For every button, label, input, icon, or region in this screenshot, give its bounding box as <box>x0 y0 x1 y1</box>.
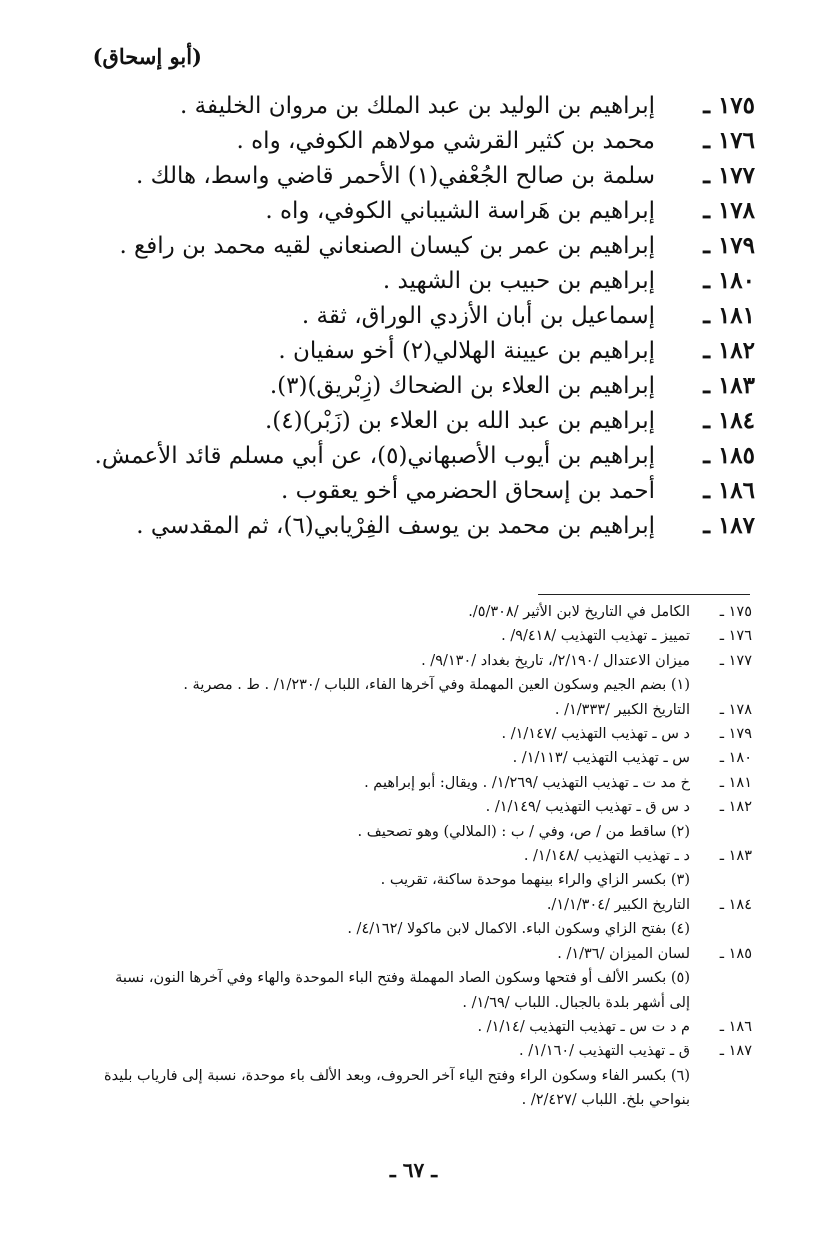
entry-177 <box>115 158 755 193</box>
entry-178 <box>115 193 755 228</box>
footnote-179 <box>102 722 752 746</box>
entry-text: إبراهيم بن عيينة الهلالي(٢) أخو سفيان . <box>278 338 655 364</box>
entry-184 <box>115 403 755 438</box>
footnote-number: ١٨٧ ـ <box>719 1043 752 1060</box>
footnote-187 <box>102 1039 752 1063</box>
entry-183 <box>115 368 755 403</box>
footnote-text: الكامل في التاريخ لابن الأثير /٥/٣٠٨/. <box>468 604 690 620</box>
footnote-text: (٦) بكسر الفاء وسكون الراء وفتح الياء آخر الحروف، وبعد الألف باء موحدة، نسبة إلى فارياب بليدة بنواحي بلخ. اللباب /٢/٤٢٧/ . <box>104 1067 690 1109</box>
page-number: ـ ٦٧ ـ <box>389 1158 438 1182</box>
footnote-text: (٣) بكسر الزاي والراء بينهما موحدة ساكنة، تقريب . <box>380 872 690 889</box>
entry-175 <box>115 88 755 123</box>
footnote-text: لسان الميزان /١/٣٦/ . <box>557 945 690 962</box>
footnote-list <box>102 600 752 1113</box>
entry-179 <box>115 228 755 263</box>
footnote-number: ١٨٠ ـ <box>719 750 752 767</box>
running-header: (أبو إسحاق) <box>92 44 202 69</box>
footnote-note-5 <box>102 966 752 1015</box>
footnote-text: د س ـ تهذيب التهذيب /١/١٤٧/ . <box>501 726 690 743</box>
footnote-text: خ مد ت ـ تهذيب التهذيب /١/٢٦٩/ . ويقال: أبو إبراهيم . <box>364 774 690 791</box>
entry-text: إسماعيل بن أبان الأزدي الوراق، ثقة . <box>301 303 655 329</box>
entry-text: سلمة بن صالح الجُعْفي(١) الأحمر قاضي واسط، هالك . <box>135 163 655 189</box>
footnote-number: ١٨٦ ـ <box>719 1018 752 1035</box>
entry-182 <box>115 333 755 368</box>
entry-181 <box>115 298 755 333</box>
entry-185 <box>94 438 755 473</box>
footnote-text: د س ق ـ تهذيب التهذيب /١/١٤٩/ . <box>485 799 690 816</box>
entry-text: إبراهيم بن عبد الله بن العلاء بن (زَبْر)(٤). <box>264 408 655 434</box>
entry-number: ١٧٧ ـ <box>703 162 755 189</box>
footnote-note-3 <box>102 868 752 892</box>
entry-text: إبراهيم بن العلاء بن الضحاك (زِبْريق)(٣). <box>269 373 655 399</box>
entry-number: ١٨٤ ـ <box>703 407 755 434</box>
footnote-number: ١٨٤ ـ <box>719 896 752 913</box>
footnote-184 <box>102 893 752 917</box>
footnote-178 <box>102 698 752 722</box>
entry-text: أحمد بن إسحاق الحضرمي أخو يعقوب . <box>281 478 655 504</box>
entry-186 <box>115 473 755 508</box>
footnote-text: تمييز ـ تهذيب التهذيب /٩/٤١٨/ . <box>501 628 690 645</box>
footnote-text: (٥) بكسر الألف أو فتحها وسكون الصاد المهملة وفتح الباء الموحدة والهاء وفي آخرها النون، نسبة إلى أشهر بلدة بالجبال. اللباب /١/٦٩/ . <box>115 970 690 1011</box>
footnote-text: ميزان الاعتدال /٢/١٩٠/، تاريخ بغداد /٩/١٣٠/ . <box>421 652 690 669</box>
footnote-177 <box>102 649 752 673</box>
footnote-text: التاريخ الكبير /١/١/٣٠٤/. <box>546 896 690 913</box>
footnote-note-1 <box>102 673 752 697</box>
entry-180 <box>115 263 755 298</box>
footnote-number: ١٨٢ ـ <box>719 799 752 816</box>
entry-text: إبراهيم بن محمد بن يوسف الفِرْيابي(٦)، ثم المقدسي . <box>136 513 655 539</box>
entry-number: ١٧٨ ـ <box>703 197 755 224</box>
footnote-175 <box>102 600 752 624</box>
entry-number: ١٨٣ ـ <box>703 372 755 399</box>
footnote-note-2 <box>102 820 752 844</box>
footnote-number: ١٧٩ ـ <box>719 726 752 743</box>
footnote-176 <box>102 624 752 648</box>
entry-number: ١٨٠ ـ <box>703 267 755 294</box>
footnote-text: م د ت س ـ تهذيب التهذيب /١/١٤/ . <box>477 1018 690 1035</box>
footnote-note-6 <box>102 1064 752 1113</box>
entry-text: إبراهيم بن عمر بن كيسان الصنعاني لقيه محمد بن رافع . <box>119 233 655 259</box>
footnote-text: (١) بضم الجيم وسكون العين المهملة وفي آخرها الفاء، اللباب /١/٢٣٠/ . ط . مصرية . <box>183 677 690 694</box>
entry-187 <box>115 508 755 543</box>
entry-number: ١٧٥ ـ <box>703 92 755 119</box>
footnote-note-4 <box>102 917 752 941</box>
footnote-182 <box>102 795 752 819</box>
entry-number: ١٨٦ ـ <box>703 477 755 504</box>
entry-number: ١٨٧ ـ <box>703 512 755 539</box>
footnote-number: ١٧٨ ـ <box>719 701 752 718</box>
footnote-number: ١٨٥ ـ <box>719 945 752 962</box>
footnote-185 <box>102 942 752 966</box>
footnote-180 <box>102 746 752 770</box>
footnote-text: س ـ تهذيب التهذيب /١/١١٣/ . <box>512 750 690 767</box>
entry-number: ١٨١ ـ <box>703 302 755 329</box>
entry-text: إبراهيم بن حبيب بن الشهيد . <box>382 268 655 294</box>
footnote-text: ق ـ تهذيب التهذيب /١/١٦٠/ . <box>519 1043 690 1060</box>
footnote-number: ١٧٧ ـ <box>719 652 752 669</box>
entry-list <box>94 88 755 543</box>
footnote-text: (٢) ساقط من / ص، وفي / ب : (الملالي) وهو تصحيف . <box>357 823 690 840</box>
footnote-number: ١٧٥ ـ <box>719 604 752 620</box>
entry-text: إبراهيم بن هَراسة الشيباني الكوفي، واه . <box>265 198 655 224</box>
entry-number: ١٧٩ ـ <box>703 232 755 259</box>
entry-text: محمد بن كثير القرشي مولاهم الكوفي، واه . <box>236 128 655 154</box>
footnote-text: د ـ تهذيب التهذيب /١/١٤٨/ . <box>523 848 690 865</box>
footnote-text: التاريخ الكبير /١/٣٣٣/ . <box>554 701 690 718</box>
entry-176 <box>115 123 755 158</box>
footnote-181 <box>102 771 752 795</box>
footnote-186 <box>102 1015 752 1039</box>
entry-text: إبراهيم بن الوليد بن عبد الملك بن مروان الخليفة . <box>180 93 655 119</box>
footnote-text: (٤) بفتح الزاي وسكون الباء. الاكمال لابن ماكولا /٤/١٦٢/ . <box>347 921 690 938</box>
footnote-number: ١٨٣ ـ <box>719 848 752 865</box>
footnote-divider <box>538 594 750 595</box>
entry-number: ١٨٢ ـ <box>703 337 755 364</box>
entry-number: ١٧٦ ـ <box>703 127 755 154</box>
entry-number: ١٨٥ ـ <box>703 442 755 469</box>
entry-text: إبراهيم بن أيوب الأصبهاني(٥)، عن أبي مسلم قائد الأعمش. <box>94 443 655 469</box>
footnote-number: ١٧٦ ـ <box>719 628 752 645</box>
footnote-number: ١٨١ ـ <box>719 774 752 791</box>
footnote-183 <box>102 844 752 868</box>
